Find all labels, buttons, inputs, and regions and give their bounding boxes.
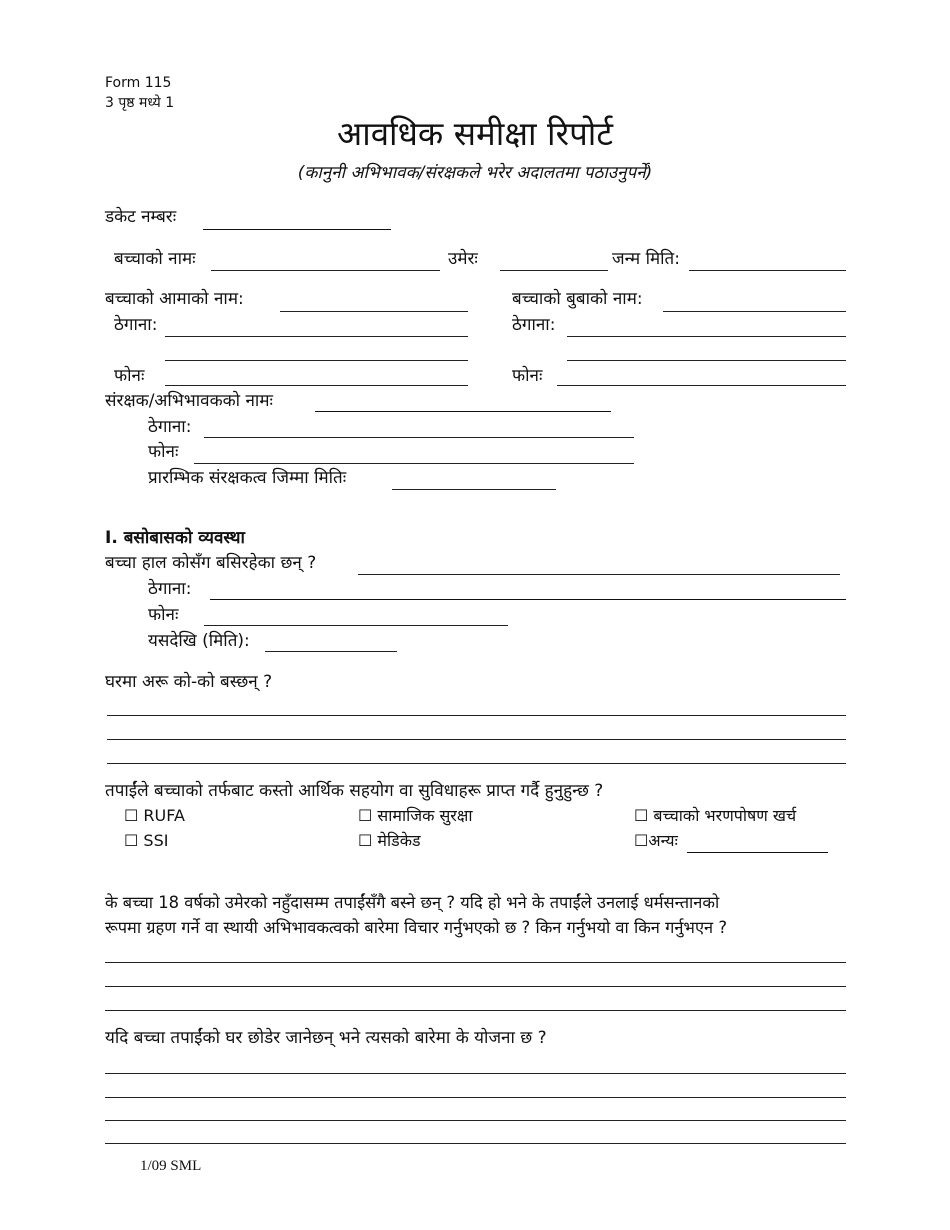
guardian-name-label: संरक्षक/अभिभावकको नामः — [105, 391, 273, 411]
birth-date-line[interactable] — [689, 270, 846, 271]
checkbox-child-support[interactable]: ☐ बच्चाको भरणपोषण खर्च — [634, 806, 797, 825]
others-line-3[interactable] — [107, 763, 846, 764]
adoption-question-line-2: रूपमा ग्रहण गर्ने वा स्थायी अभिभावकत्वको बारेमा विचार गर्नुभएको छ ? किन गर्नुभयो वा किन गर्नुभएन ? — [105, 918, 728, 937]
leave-home-question: यदि बच्चा तपाईंको घर छोडेर जानेछन् भने त्यसको बारेमा के योजना छ ? — [105, 1028, 547, 1048]
initial-custody-label: प्रारम्भिक संरक्षकत्व जिम्मा मितिः — [148, 468, 347, 488]
father-address-line-1[interactable] — [567, 336, 846, 337]
adoption-answer-line-3[interactable] — [105, 1010, 846, 1011]
current-address-line[interactable] — [210, 599, 846, 600]
since-date-label: यसदेखि (मिति): — [148, 631, 250, 651]
others-line-2[interactable] — [107, 739, 846, 740]
mother-phone-line[interactable] — [165, 385, 468, 386]
father-address-line-2[interactable] — [567, 360, 846, 361]
leave-home-line-1[interactable] — [105, 1073, 846, 1074]
child-name-line[interactable] — [211, 270, 440, 271]
adoption-question-line-1: के बच्चा 18 वर्षको उमेरको नहुँदासम्म तपाईंसँगै बस्ने छन् ? यदि हो भने के तपाईंले उनलाई धर्मसन्तानको — [105, 893, 720, 912]
guardian-address-line[interactable] — [204, 437, 634, 438]
since-date-line[interactable] — [265, 651, 397, 652]
checkbox-ssi[interactable]: ☐ SSI — [124, 831, 169, 850]
mother-address-line-2[interactable] — [165, 360, 468, 361]
age-label: उमेरः — [448, 249, 478, 269]
checkbox-medicaid[interactable]: ☐ मेडिकेड — [358, 831, 421, 850]
child-name-label: बच्चाको नामः — [114, 249, 196, 269]
mother-name-label: बच्चाको आमाको नाम: — [105, 289, 244, 309]
others-line-1[interactable] — [107, 715, 846, 716]
docket-input-line[interactable] — [203, 229, 391, 230]
mother-name-line[interactable] — [280, 311, 468, 312]
father-address-label: ठेगाना: — [512, 315, 556, 335]
father-phone-label: फोनः — [512, 366, 543, 386]
leave-home-line-3[interactable] — [105, 1120, 846, 1121]
guardian-address-label: ठेगाना: — [148, 417, 192, 437]
mother-address-label: ठेगाना: — [114, 315, 158, 335]
leave-home-line-4[interactable] — [105, 1143, 846, 1144]
guardian-phone-line[interactable] — [194, 463, 634, 464]
father-phone-line[interactable] — [557, 385, 846, 386]
mother-phone-label: फोनः — [114, 366, 145, 386]
page-info: 3 पृष्ठ मध्ये 1 — [105, 95, 175, 111]
father-name-line[interactable] — [663, 311, 846, 312]
initial-custody-line[interactable] — [392, 489, 556, 490]
current-phone-label: फोनः — [148, 605, 179, 625]
support-question: तपाईंले बच्चाको तर्फबाट कस्तो आर्थिक सहयोग वा सुविधाहरू प्राप्त गर्दै हुनुहुन्छ ? — [105, 781, 604, 801]
other-support-line[interactable] — [687, 852, 828, 853]
page-subtitle: (कानुनी अभिभावक/संरक्षकले भरेर अदालतमा पठाउनुपर्ने) — [297, 163, 653, 183]
guardian-name-line[interactable] — [315, 411, 611, 412]
others-in-home-label: घरमा अरू को-को बस्छन् ? — [105, 672, 273, 692]
section-heading-living: I. बसोबासको व्यवस्था — [105, 528, 245, 548]
docket-label: डकेट नम्बरः — [105, 207, 177, 227]
page-title: आवधिक समीक्षा रिपोर्ट — [336, 114, 613, 153]
current-phone-line[interactable] — [204, 625, 508, 626]
adoption-answer-line-2[interactable] — [105, 986, 846, 987]
leave-home-line-2[interactable] — [105, 1097, 846, 1098]
guardian-phone-label: फोनः — [148, 442, 179, 462]
mother-address-line-1[interactable] — [165, 336, 468, 337]
footer-code: 1/09 SML — [140, 1158, 202, 1174]
living-with-line[interactable] — [358, 574, 840, 575]
age-line[interactable] — [500, 270, 608, 271]
current-address-label: ठेगाना: — [148, 579, 192, 599]
adoption-answer-line-1[interactable] — [105, 962, 846, 963]
checkbox-rufa[interactable]: ☐ RUFA — [124, 806, 185, 825]
checkbox-other[interactable]: ☐अन्यः — [634, 831, 678, 850]
father-name-label: बच्चाको बुबाको नाम: — [512, 289, 643, 309]
checkbox-social-security[interactable]: ☐ सामाजिक सुरक्षा — [358, 806, 473, 825]
birth-date-label: जन्म मिति: — [612, 249, 680, 269]
living-with-label: बच्चा हाल कोसँग बसिरहेका छन् ? — [105, 553, 317, 573]
form-number: Form 115 — [105, 75, 172, 91]
